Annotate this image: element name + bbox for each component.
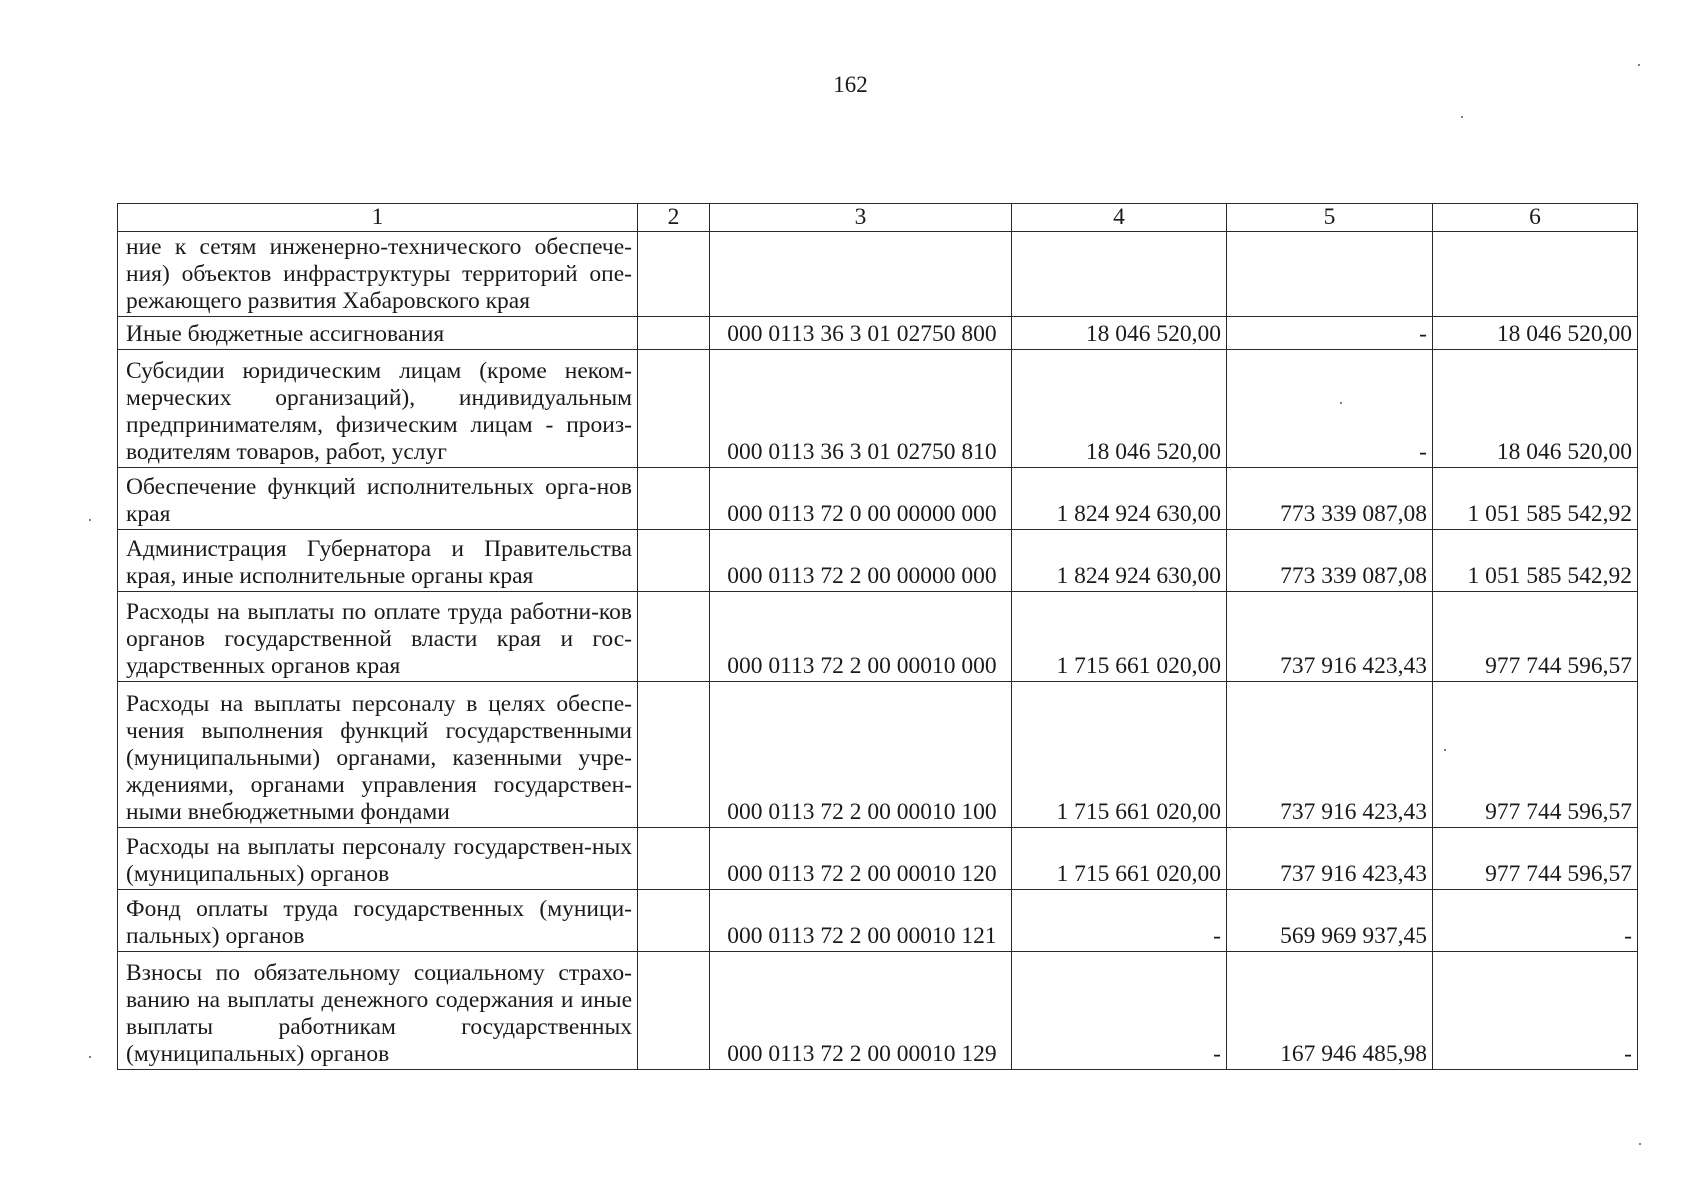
row-col2 [638, 952, 710, 1070]
column-header: 1 [118, 204, 638, 232]
row-approved: 1 824 924 630,00 [1012, 530, 1227, 592]
row-remaining: 977 744 596,57 [1433, 682, 1638, 828]
row-description: ние к сетям инженерно-технического обеспече-ния) объектов инфраструктуры территорий опе-режающего развития Хабаровского края [118, 232, 638, 317]
row-col2 [638, 530, 710, 592]
row-executed: 737 916 423,43 [1227, 592, 1433, 682]
row-col2 [638, 592, 710, 682]
scan-speck [89, 519, 91, 521]
row-code: 000 0113 36 3 01 02750 800 [710, 317, 1012, 350]
row-remaining: 1 051 585 542,92 [1433, 530, 1638, 592]
table-row [118, 468, 1638, 530]
table-row [118, 232, 1638, 317]
column-header: 5 [1227, 204, 1433, 232]
row-remaining: 18 046 520,00 [1433, 317, 1638, 350]
row-executed: 569 969 937,45 [1227, 890, 1433, 952]
row-description: Обеспечение функций исполнительных орга-нов края [118, 468, 638, 530]
row-col2 [638, 890, 710, 952]
row-col2 [638, 682, 710, 828]
row-executed: - [1227, 350, 1433, 468]
row-code: 000 0113 72 2 00 00010 129 [710, 952, 1012, 1070]
row-code: 000 0113 36 3 01 02750 810 [710, 350, 1012, 468]
row-approved [1012, 232, 1227, 317]
table-row [118, 592, 1638, 682]
table-header-row [118, 204, 1638, 232]
row-approved: 18 046 520,00 [1012, 317, 1227, 350]
row-executed: 737 916 423,43 [1227, 828, 1433, 890]
row-executed: 773 339 087,08 [1227, 468, 1433, 530]
row-executed: 167 946 485,98 [1227, 952, 1433, 1070]
row-col2 [638, 232, 710, 317]
row-description: Взносы по обязательному социальному страхо-ванию на выплаты денежного содержания и иные выплаты работникам государственных (муниципальных) органов [118, 952, 638, 1070]
scan-speck [89, 1056, 91, 1058]
row-col2 [638, 828, 710, 890]
column-header: 4 [1012, 204, 1227, 232]
table-row [118, 828, 1638, 890]
table-row [118, 350, 1638, 468]
row-code: 000 0113 72 2 00 00010 121 [710, 890, 1012, 952]
row-remaining: 1 051 585 542,92 [1433, 468, 1638, 530]
row-description: Фонд оплаты труда государственных (муници-пальных) органов [118, 890, 638, 952]
scan-speck [1444, 749, 1446, 751]
column-header: 2 [638, 204, 710, 232]
page-number: 162 [833, 72, 868, 97]
row-col2 [638, 350, 710, 468]
table-row [118, 530, 1638, 592]
table-row [118, 682, 1638, 828]
row-approved: 1 715 661 020,00 [1012, 592, 1227, 682]
row-approved: 1 824 924 630,00 [1012, 468, 1227, 530]
row-code: 000 0113 72 0 00 00000 000 [710, 468, 1012, 530]
column-header: 6 [1433, 204, 1638, 232]
row-code: 000 0113 72 2 00 00010 000 [710, 592, 1012, 682]
budget-table [117, 203, 1638, 1070]
row-code [710, 232, 1012, 317]
row-code: 000 0113 72 2 00 00010 120 [710, 828, 1012, 890]
row-code: 000 0113 72 2 00 00000 000 [710, 530, 1012, 592]
row-executed [1227, 232, 1433, 317]
row-approved: - [1012, 952, 1227, 1070]
row-remaining: 977 744 596,57 [1433, 592, 1638, 682]
row-remaining: 18 046 520,00 [1433, 350, 1638, 468]
row-executed: - [1227, 317, 1433, 350]
column-header: 3 [710, 204, 1012, 232]
row-remaining: 977 744 596,57 [1433, 828, 1638, 890]
row-description: Расходы на выплаты по оплате труда работни-ков органов государственной власти края и гос-ударственных органов края [118, 592, 638, 682]
scan-speck [1461, 116, 1463, 118]
row-remaining: - [1433, 952, 1638, 1070]
row-col2 [638, 468, 710, 530]
row-approved: 18 046 520,00 [1012, 350, 1227, 468]
row-executed: 773 339 087,08 [1227, 530, 1433, 592]
row-remaining [1433, 232, 1638, 317]
row-approved: 1 715 661 020,00 [1012, 682, 1227, 828]
table-row [118, 317, 1638, 350]
row-description: Расходы на выплаты персоналу в целях обеспе-чения выполнения функций государственными (муниципальными) органами, казенными учре-ждениями, органами управления государствен-ными внебюджетными фондами [118, 682, 638, 828]
row-executed: 737 916 423,43 [1227, 682, 1433, 828]
scan-speck [1638, 64, 1640, 66]
row-approved: 1 715 661 020,00 [1012, 828, 1227, 890]
table-row [118, 952, 1638, 1070]
row-description: Иные бюджетные ассигнования [118, 317, 638, 350]
row-description: Администрация Губернатора и Правительства края, иные исполнительные органы края [118, 530, 638, 592]
row-description: Субсидии юридическим лицам (кроме неком-мерческих организаций), индивидуальным предпринимателям, физическим лицам - произ-водителям товаров, работ, услуг [118, 350, 638, 468]
row-description: Расходы на выплаты персоналу государствен-ных (муниципальных) органов [118, 828, 638, 890]
row-col2 [638, 317, 710, 350]
row-remaining: - [1433, 890, 1638, 952]
scan-speck [1340, 402, 1342, 404]
row-code: 000 0113 72 2 00 00010 100 [710, 682, 1012, 828]
table-row [118, 890, 1638, 952]
scan-speck [1639, 1143, 1641, 1145]
row-approved: - [1012, 890, 1227, 952]
